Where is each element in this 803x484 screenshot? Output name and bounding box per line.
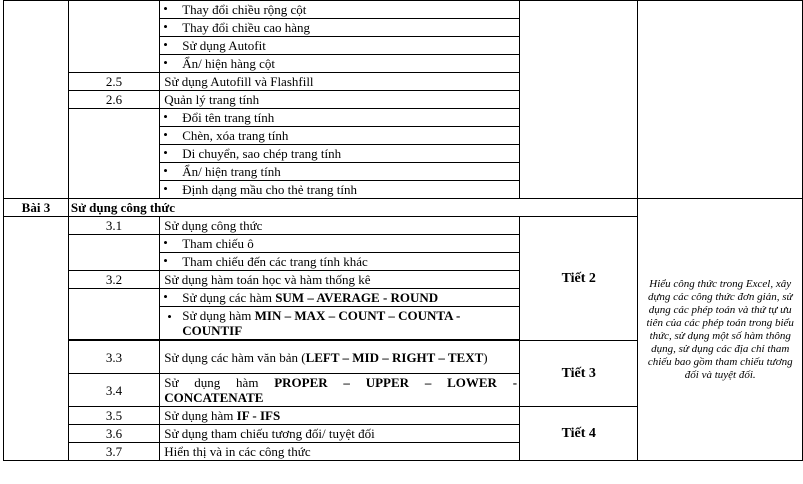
lesson-cell-empty	[4, 217, 69, 461]
section-title: Sử dụng hàm toán học và hàm thống kê	[160, 271, 520, 289]
list-item: • Định dạng mầu cho thẻ trang tính	[160, 181, 520, 199]
lesson-cell-empty	[4, 1, 69, 199]
period-cell-empty	[520, 1, 638, 199]
bullet-icon: •	[163, 127, 168, 142]
bullet-icon: •	[167, 309, 172, 324]
list-item: • Thay đổi chiều cao hàng	[160, 19, 520, 37]
list-item: • Sử dụng Autofit	[160, 37, 520, 55]
section-number: 3.7	[68, 443, 159, 461]
list-item: • Ẩn/ hiện hàng cột	[160, 55, 520, 73]
section-title: Sử dụng hàm PROPER – UPPER – LOWER - CONCATENATE	[160, 374, 520, 407]
list-item: • Đổi tên trang tính	[160, 109, 520, 127]
list-item: • Thay đổi chiều rộng cột	[160, 1, 520, 19]
section-title: Sử dụng các hàm văn bản (LEFT – MID – RIGHT – TEXT)	[160, 341, 520, 374]
list-item: • Di chuyển, sao chép trang tính	[160, 145, 520, 163]
list-item: • Chèn, xóa trang tính	[160, 127, 520, 145]
section-title: Sử dụng Autofill và Flashfill	[160, 73, 520, 91]
bullet-icon: •	[163, 37, 168, 52]
bullet-icon: •	[163, 181, 168, 196]
bullet-icon: •	[163, 289, 168, 304]
period-label: Tiết 3	[520, 341, 638, 407]
section-number: 3.4	[68, 374, 159, 407]
section-title: Quản lý trang tính	[160, 91, 520, 109]
bullet-icon: •	[163, 163, 168, 178]
section-number: 2.5	[68, 73, 159, 91]
bullet-icon: •	[163, 109, 168, 124]
section-number: 3.6	[68, 425, 159, 443]
bullet-icon: •	[163, 235, 168, 250]
description-cell-empty	[638, 1, 803, 199]
section-title: Sử dụng tham chiếu tương đối/ tuyệt đối	[160, 425, 520, 443]
section-number: 3.3	[68, 341, 159, 374]
list-item: • Sử dụng các hàm SUM – AVERAGE - ROUND	[160, 289, 520, 307]
section-title: Sử dụng công thức	[160, 217, 520, 235]
section-number: 3.1	[68, 217, 159, 235]
bullet-icon: •	[163, 253, 168, 268]
section-number: 3.5	[68, 407, 159, 425]
period-label: Tiết 2	[520, 217, 638, 341]
list-item: • Sử dụng hàm MIN – MAX – COUNT – COUNTA - COUNTIF	[160, 307, 520, 340]
section-title: Hiển thị và in các công thức	[160, 443, 520, 461]
section-title: Sử dụng hàm IF - IFS	[160, 407, 520, 425]
bullet-icon: •	[163, 145, 168, 160]
section-number-cell	[68, 109, 159, 199]
period-label: Tiết 4	[520, 407, 638, 461]
lesson-label: Bài 3	[4, 199, 69, 217]
syllabus-table-wrapper	[3, 0, 803, 461]
list-item: • Tham chiếu đến các trang tính khác	[160, 253, 520, 271]
list-item: • Ẩn/ hiện trang tính	[160, 163, 520, 181]
table-row	[4, 199, 803, 217]
lesson-description: Hiểu công thức trong Excel, xây dựng các công thức đơn giản, sử dụng các phép toán và thứ tự ưu tiên của các phép toán trong biểu thức, sử dụng một số hàm thông dụng, sử dụng các địa chỉ tham chiếu bao gồm tham chiếu tương đối và tuyệt đối.	[638, 199, 803, 461]
table-row	[4, 1, 803, 19]
section-number: 2.6	[68, 91, 159, 109]
section-number-cell	[68, 289, 159, 340]
section-number: 3.2	[68, 271, 159, 289]
bullet-icon: •	[163, 55, 168, 70]
section-number-cell	[68, 235, 159, 271]
bullet-icon: •	[163, 19, 168, 34]
bullet-icon: •	[163, 1, 168, 16]
list-item: • Tham chiếu ô	[160, 235, 520, 253]
section-number-cell	[68, 1, 159, 73]
syllabus-table	[3, 0, 803, 461]
lesson-title: Sử dụng công thức	[68, 199, 638, 217]
